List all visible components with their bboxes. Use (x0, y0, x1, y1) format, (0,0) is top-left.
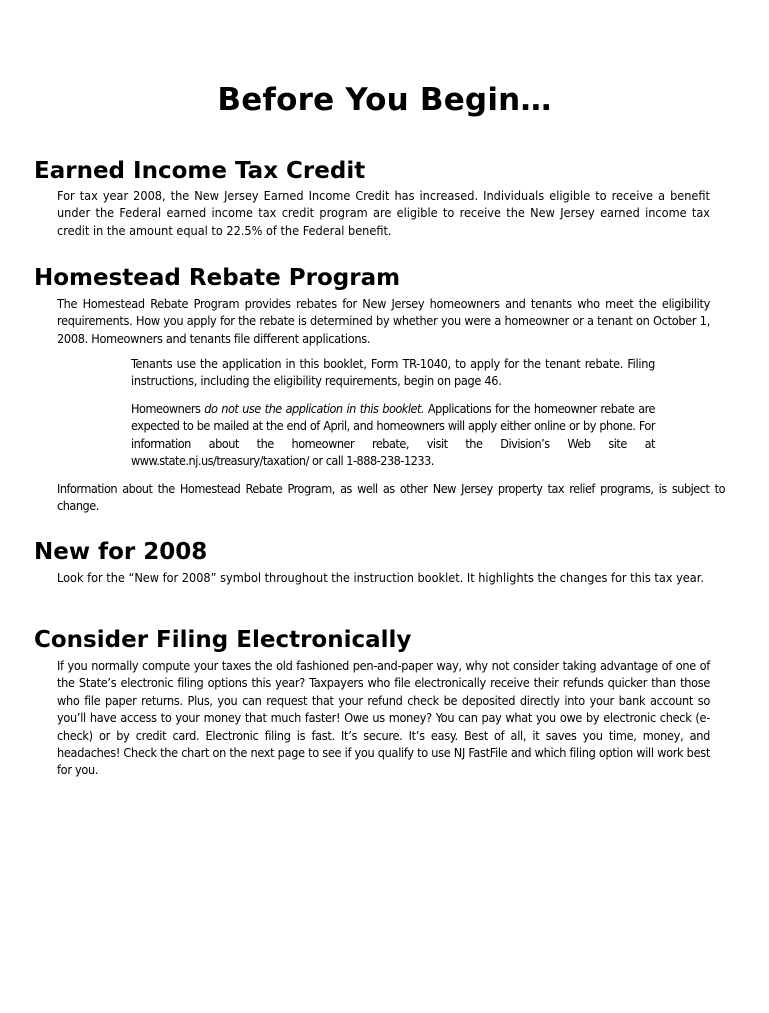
homeowners-lead: Homeowners (131, 401, 205, 416)
efile-heading: Consider Filing Electronically (34, 627, 412, 653)
homestead-body: The Homestead Rebate Program provides rebates for New Jersey homeowners and tenants who meet the eligibility requirements. How you apply for the rebate is determined by whether you were a homeowner or a tenant on October 1, 2008. Homeowners and tenants file different applications. (57, 296, 710, 346)
efile-body: If you normally compute your taxes the old fashioned pen-and-paper way, why not consider taking advantage of one of the State’s electronic filing options this year? Taxpayers who file electronically receive their refunds quicker than those who file paper returns. Plus, you can request that your refund check be deposited directly into your bank account so you’ll have access to your money that much faster! Owe us money? You can pay what you owe by electronic check (e-check) or by credit card. Electronic filing is fast. It’s secure. It’s easy. Best of all, it saves you time, money, and headaches! Check the chart on the next page to see if you qualify to use NJ FastFile and which filing option will work best for you. (57, 658, 710, 778)
homestead-tenants-paragraph: Tenants use the application in this booklet, Form TR-1040, to apply for the tenant rebate. Filing instructions, including the eligibility requirements, begin on page 46. (131, 356, 655, 389)
homestead-homeowners-paragraph (131, 400, 655, 470)
page-title: Before You Begin… (217, 82, 552, 118)
eitc-body: For tax year 2008, the New Jersey Earned Income Credit has increased. Individuals eligible to receive a benefit under the Federal earned income tax credit program are eligible to receive the New Jersey earned income tax credit in the amount equal to 22.5% of the Federal benefit. (57, 188, 710, 238)
homestead-note: Information about the Homestead Rebate Program, as well as other New Jersey property tax relief programs, is subject to change. (57, 481, 725, 514)
eitc-heading: Earned Income Tax Credit (34, 158, 366, 184)
homestead-heading: Homestead Rebate Program (34, 265, 401, 291)
homeowners-emphasis: do not use the application in this booklet. (204, 401, 425, 416)
homeowners-rest: Applications for the homeowner rebate are expected to be mailed at the end of April, and homeowners will apply either online or by phone. For information about the homeowner rebate, visit the Division’s Web site at www.state.nj.us/treasury/taxation/ or call 1-888-238-1233. (131, 401, 655, 469)
new-2008-heading: New for 2008 (34, 539, 208, 565)
new-2008-body: Look for the “New for 2008” symbol throughout the instruction booklet. It highlights the changes for this tax year. (57, 570, 704, 585)
